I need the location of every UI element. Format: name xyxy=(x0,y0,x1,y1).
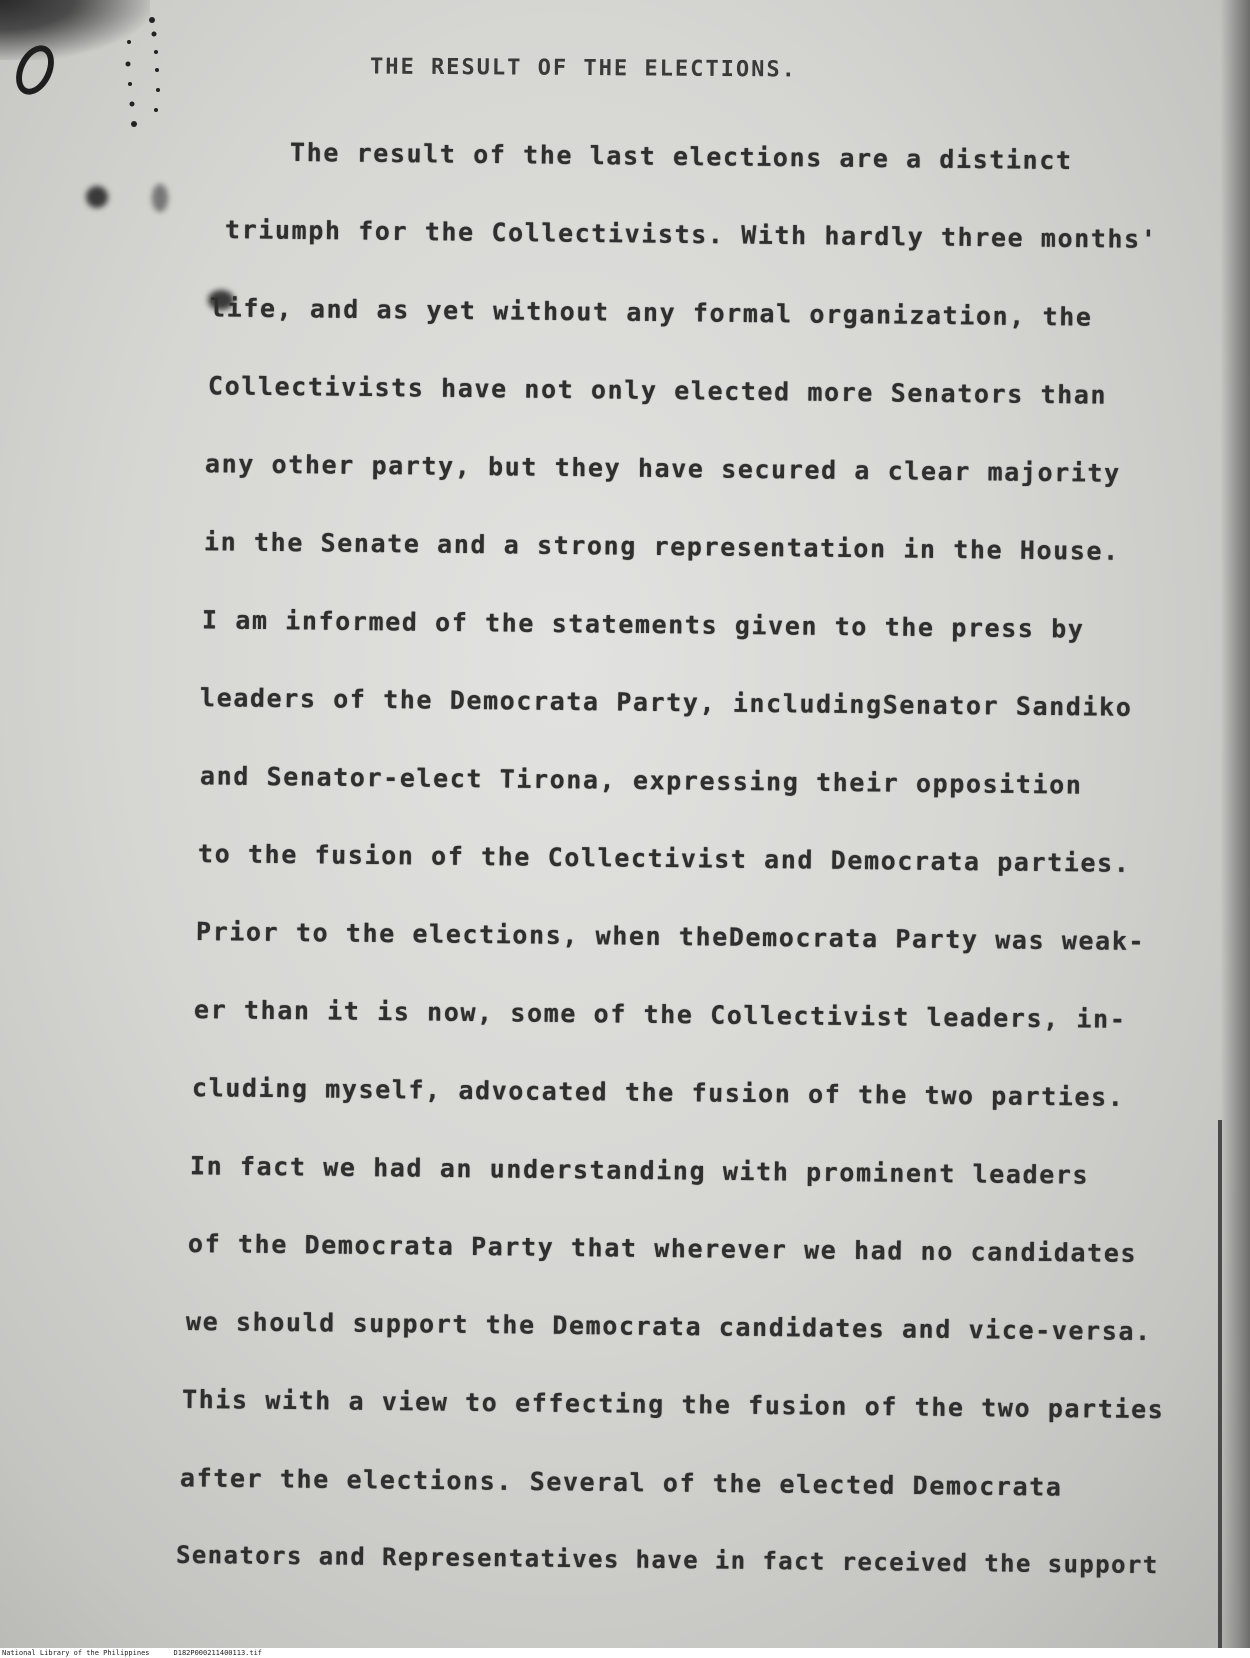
text-line: life, and as yet without any formal organization, the xyxy=(209,293,1093,332)
text-line: cluding myself, advocated the fusion of the two parties. xyxy=(191,1073,1125,1112)
text-line: we should support the Democrata candidates and vice-versa. xyxy=(185,1306,1152,1347)
text-line: Senators and Representatives have in fact received the support xyxy=(175,1540,1159,1580)
text-line: Collectivists have not only elected more Senators than xyxy=(207,371,1108,410)
text-line: of the Democrata Party that wherever we had no candidates xyxy=(187,1229,1138,1268)
text-line: and Senator-elect Tirona, expressing their opposition xyxy=(199,761,1083,800)
text-line: er than it is now, some of the Collectivist leaders, in- xyxy=(193,995,1127,1034)
margin-ink-marks xyxy=(120,12,170,142)
text-line: triumph for the Collectivists. With hardly three months' xyxy=(224,215,1158,254)
ink-smudge xyxy=(86,186,108,208)
text-line: leaders of the Democrata Party, includingSenator Sandiko xyxy=(199,683,1133,722)
text-line: after the elections. Several of the elected Democrata xyxy=(179,1463,1063,1502)
text-line: to the fusion of the Collectivist and Democrata parties. xyxy=(197,839,1131,878)
page-edge-line xyxy=(1218,1120,1222,1648)
text-line: Prior to the elections, when theDemocrata Party was weak- xyxy=(195,917,1146,956)
text-line: in the Senate and a strong representation in the House. xyxy=(203,527,1120,566)
library-label: National Library of the Philippines xyxy=(2,1649,150,1657)
text-line: In fact we had an understanding with prominent leaders xyxy=(189,1151,1090,1190)
text-line: I am informed of the statements given to the press by xyxy=(201,605,1085,644)
page-edge-shadow xyxy=(1220,0,1250,1648)
text-line: This with a view to effecting the fusion of the two parties xyxy=(181,1384,1165,1425)
scan-footer xyxy=(2,1649,286,1657)
document-title: THE RESULT OF THE ELECTIONS. xyxy=(369,54,797,83)
ink-smudge xyxy=(152,184,168,212)
text-line: The result of the last elections are a distinct xyxy=(289,137,1073,176)
text-line: any other party, but they have secured a clear majority xyxy=(204,449,1121,488)
file-label: D182P000211400113.tif xyxy=(173,1649,263,1657)
